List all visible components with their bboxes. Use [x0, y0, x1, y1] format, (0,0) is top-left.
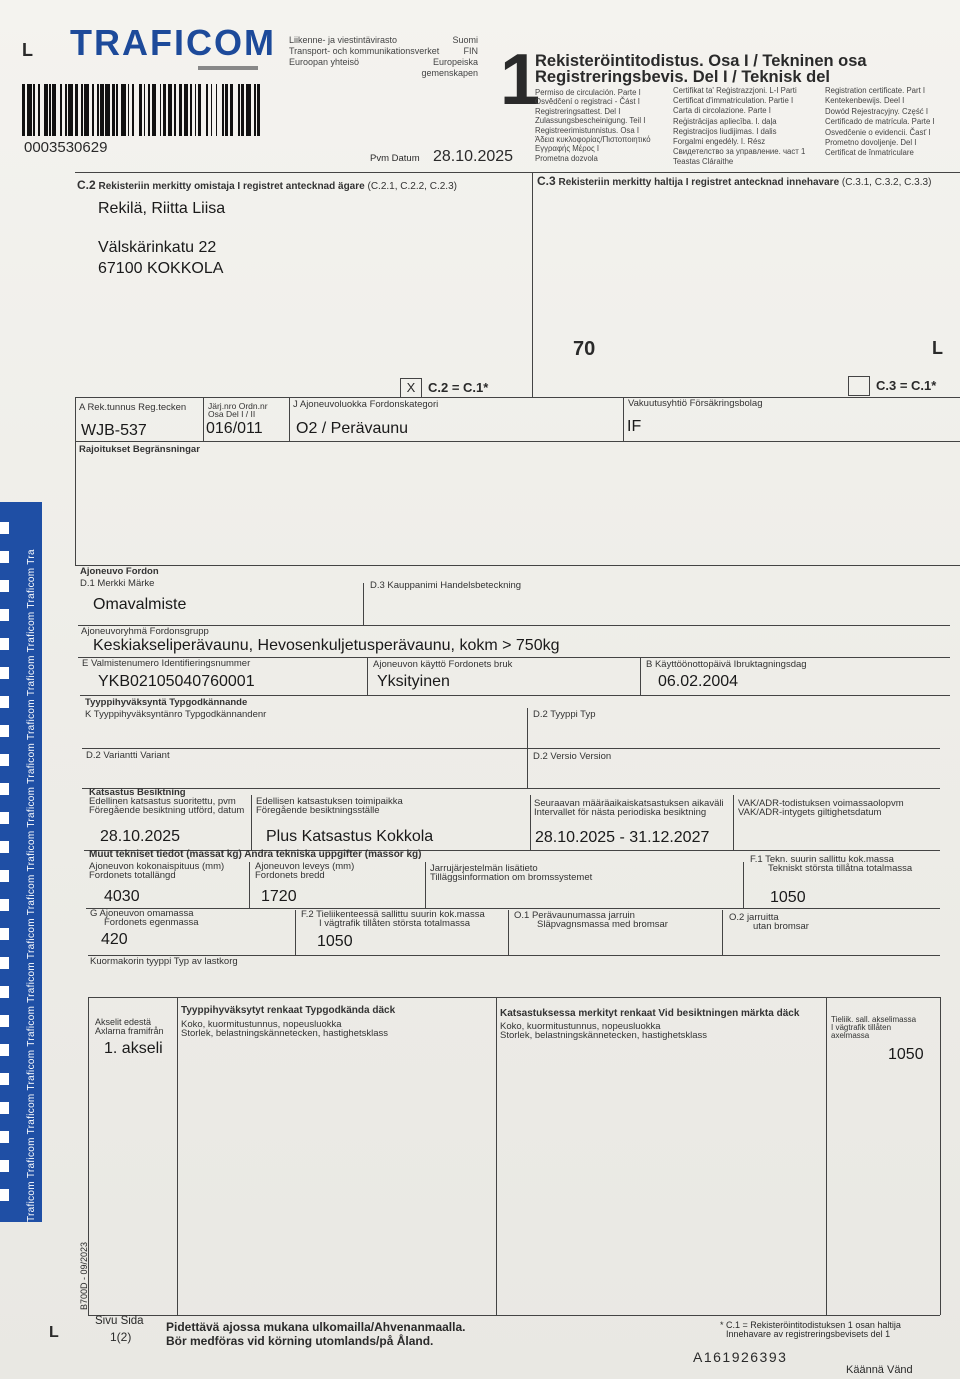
barcode-bar	[184, 84, 189, 136]
axle-mass-label: Tieliik. sall. akselimassa I vägtrafik tillåten axelmassa	[831, 1015, 917, 1040]
barcode-bar	[38, 84, 40, 136]
barcode-bar	[241, 84, 244, 136]
ordinal-label: Järj.nro Ordn.nr Osa Del I / II	[208, 401, 268, 419]
barcode-bar	[160, 84, 162, 136]
page-label: Sivu Sida	[95, 1315, 144, 1327]
tech-head: Muut tekniset tiedot (massat kg) Andra tekniska uppgifter (massor kg)	[89, 849, 422, 860]
next-inspection-value: 28.10.2025 - 31.12.2027	[535, 829, 710, 846]
owner-equals-holder-label: C.2 = C.1*	[428, 380, 489, 395]
prev-inspection-label: Edellinen katsastus suoritettu, pvm Föregående besiktning utförd, datum	[89, 796, 245, 816]
use-value: Yksityinen	[377, 673, 450, 690]
barcode-bar	[168, 84, 173, 136]
barcode-bar	[128, 84, 130, 136]
type-tyres-sub: Koko, kuormitustunnus, nopeusluokka Storlek, belastningskännetecken, hastighetsklass	[181, 1019, 389, 1039]
barcode-bar	[27, 84, 32, 136]
barcode-bar	[246, 84, 251, 136]
barcode-bar	[100, 84, 103, 136]
barcode-bar	[112, 84, 115, 136]
traficom-logo: TRAFICOM	[70, 22, 276, 63]
cargo-type-label: Kuormakorin tyyppi Typ av lastkorg	[90, 956, 238, 967]
barcode-bar	[68, 84, 73, 136]
owner-label: C.2 Rekisteriin merkitty omistaja I registret antecknad ägare (C.2.1, C.2.2, C.2.3)	[77, 178, 457, 192]
make-label: D.1 Merkki Märke	[80, 578, 155, 589]
holder-equals-holder-checkbox[interactable]	[848, 376, 870, 396]
multilang-col-3: Registration certificate. Part I Kentekenbewijs. Deel I Dowód Rejestracyjny. Część I Certificado de matrícula. Parte I Osvedčenie o evidencii. Časť I Prometno dovoljenje. Del I Certificat de înmatriculare	[825, 86, 935, 158]
barcode	[22, 84, 450, 136]
type-tyres-head: Tyyppihyväksytyt renkaat Typgodkända däck	[181, 1005, 396, 1016]
vehicle-group-label: Ajoneuvoryhmä Fordonsgrupp	[81, 626, 209, 637]
braked-trailer-label: O.1 Perävaunumassa jarruin Släpvagnsmassa med bromsar	[514, 910, 668, 930]
prev-inspection-value: 28.10.2025	[100, 828, 181, 845]
tech-max-mass-label: F.1 Tekn. suurin sallittu kok.massa Tekniskt största tillåtna totalmassa	[750, 854, 913, 874]
stripe-dash	[0, 1189, 9, 1201]
stripe-dash	[0, 841, 9, 853]
own-mass-value: 420	[101, 931, 128, 948]
barcode-bar	[81, 84, 83, 136]
barcode-bar	[116, 84, 118, 136]
version-label: D.2 Versio Version	[533, 751, 612, 762]
stripe-dash	[0, 580, 9, 592]
barcode-bar	[33, 84, 35, 136]
barcode-bar	[44, 84, 47, 136]
vehicle-group-value: Keskiakseliperävaunu, Hevosenkuljetusperävaunu, kokm > 750kg	[93, 637, 560, 654]
stripe-dash	[0, 928, 9, 940]
vin-label: E Valmistenumero Identifieringsnummer	[82, 658, 251, 669]
stripe-dash	[0, 1131, 9, 1143]
road-max-mass-value: 1050	[317, 933, 353, 950]
own-mass-label: G Ajoneuvon omamassa Fordonets egenmassa	[90, 908, 199, 928]
width-label: Ajoneuvon leveys (mm) Fordonets bredd	[255, 861, 355, 881]
stripe-dash	[0, 551, 9, 563]
barcode-bar	[97, 84, 99, 136]
owner-street: Välskärinkatu 22	[98, 239, 217, 256]
insurer-value: IF	[627, 418, 642, 435]
notice-sv: Bör medföras vid körning utomlands/på Åland.	[166, 1334, 434, 1348]
barcode-bar	[163, 84, 166, 136]
axle-mass-value: 1050	[888, 1046, 924, 1063]
agency-name: Liikenne- ja viestintävirasto Transport- och kommunikationsverket Euroopan yhteisö	[289, 35, 440, 67]
unbraked-trailer-label: O.2 jarruitta utan bromsar	[729, 912, 809, 932]
width-value: 1720	[261, 888, 297, 905]
title-fi: Rekisteröintitodistus. Osa I / Tekninen osa	[535, 52, 867, 70]
barcode-bar	[49, 84, 51, 136]
stripe-dash	[0, 870, 9, 882]
length-value: 4030	[104, 888, 140, 905]
inspection-place-value: Plus Katsastus Kokkola	[266, 828, 434, 845]
barcode-bar	[152, 84, 157, 136]
stripe-dash	[0, 638, 9, 650]
security-stripe-text: Traficom Traficom Traficom Traficom Traficom Traficom Traficom Traficom Traficom Traficom Traficom Traficom Traficom Traficom Traficom Tra	[26, 549, 37, 1222]
barcode-bar	[148, 84, 150, 136]
multilang-col-1: Permiso de circulación. Parte I Osvědčení o registraci - Část I Registreringsattest. Del I Zulassungsbescheinigung. Teil I Registreerimistunnistus. Osa I Άδεια κυκλοφορίας/Πιστοποιητικό Εγγραφής Μέρος I Prometna dozvola	[535, 88, 651, 163]
barcode-bar	[105, 84, 110, 136]
barcode-bar	[206, 84, 208, 136]
barcode-bar	[179, 84, 182, 136]
corner-letter-bottom: L	[49, 1324, 59, 1341]
stripe-dash	[0, 1102, 9, 1114]
first-use-value: 06.02.2004	[658, 673, 739, 690]
barcode-bar	[257, 84, 260, 136]
part-number: 1	[500, 40, 541, 120]
barcode-bar	[92, 84, 94, 136]
category-label: J Ajoneuvoluokka Fordonskategori	[293, 399, 439, 410]
date-value: 28.10.2025	[433, 148, 514, 165]
inspected-tyres-head: Katsastuksessa merkityt renkaat Vid besiktningen märkta däck	[500, 1008, 800, 1019]
barcode-bar	[222, 84, 224, 136]
barcode-bar	[230, 84, 233, 136]
barcode-bar	[121, 84, 126, 136]
notice-fi: Pidettävä ajossa mukana ulkomailla/Ahvenanmaalla.	[166, 1320, 466, 1334]
barcode-bar	[132, 84, 134, 136]
use-label: Ajoneuvon käyttö Fordonets bruk	[373, 659, 513, 670]
stripe-dash	[0, 1015, 9, 1027]
inspected-tyres-sub: Koko, kuormitustunnus, nopeusluokka Storlek, belastningskännetecken, hastighetsklass	[500, 1021, 708, 1041]
barcode-bar	[52, 84, 55, 136]
axle-value: 1. akseli	[104, 1040, 163, 1057]
stripe-dash	[0, 899, 9, 911]
owner-equals-holder-checkbox[interactable]: X	[400, 378, 422, 398]
barcode-number: 0003530629	[24, 139, 108, 156]
title-sv: Registreringsbevis. Del I / Teknisk del	[535, 68, 830, 86]
barcode-bar	[84, 84, 89, 136]
stripe-dash	[0, 754, 9, 766]
axles-label: Akselit edestä Axlarna framifrån	[95, 1017, 164, 1036]
owner-city: 67100 KOKKOLA	[98, 260, 224, 277]
stripe-dash	[0, 783, 9, 795]
barcode-bar	[216, 84, 218, 136]
security-stripe	[0, 502, 42, 1222]
logo-underline	[198, 66, 258, 70]
reg-label: A Rek.tunnus Reg.tecken	[79, 402, 187, 413]
footnote: * C.1 = Rekisteröintitodistuksen 1 osan haltija Innehavare av registreringsbevisets del 1	[720, 1320, 901, 1339]
inspection-place-label: Edellisen katsastuksen toimipaikka Föregående besiktningsställe	[256, 796, 403, 816]
barcode-bar	[195, 84, 197, 136]
barcode-bar	[174, 84, 176, 136]
form-code: B700D - 09/2023	[79, 1241, 89, 1310]
vehicle-head: Ajoneuvo Fordon	[80, 566, 159, 577]
serial-number: A161926393	[693, 1349, 788, 1365]
barcode-bar	[225, 84, 228, 136]
stripe-dash	[0, 725, 9, 737]
vak-adr-label: VAK/ADR-todistuksen voimassaolopvm VAK/ADR-intygets giltighetsdatum	[738, 798, 904, 818]
trade-name-label: D.3 Kauppanimi Handelsbeteckning	[370, 580, 522, 591]
type-approval-head: Tyyppihyväksyntä Typgodkännande	[85, 697, 248, 708]
type-label: D.2 Tyyppi Typ	[533, 709, 596, 720]
length-label: Ajoneuvon kokonaispituus (mm) Fordonets totallängd	[89, 861, 225, 881]
barcode-bar	[190, 84, 192, 136]
stripe-dash	[0, 696, 9, 708]
stripe-dash	[0, 1160, 9, 1172]
make-value: Omavalmiste	[93, 596, 187, 613]
barcode-bar	[144, 84, 146, 136]
owner-name: Rekilä, Riitta Liisa	[98, 200, 226, 217]
multilang-col-2: Certifikat ta' Reġistrazzjoni. L-I Parti Certificat d'immatriculation. Partie I Carta di circolazione. Parte I Reģistrācijas apliecība. I. daļa Registracijos liudijimas. I dalis Forgalmi engedély. I. Rész Свидетелство за управление. част 1 Teastas Cláraithe	[673, 86, 806, 167]
variant-label: D.2 Variantti Variant	[86, 750, 170, 761]
barcode-bar	[254, 84, 256, 136]
corner-letter-top: L	[22, 40, 33, 60]
holder-number: 70	[573, 338, 596, 360]
stripe-dash	[0, 1044, 9, 1056]
inspection-head: Katsastus Besiktning	[89, 787, 186, 798]
brake-info-label: Jarrujärjestelmän lisätieto Tilläggsinformation om bromssystemet	[430, 863, 593, 883]
turn-over-label: Käännä Vänd	[846, 1364, 913, 1376]
holder-label: C.3 Rekisteriin merkitty haltija I registret antecknad innehavare (C.3.1, C.3.2, C.3.3)	[537, 174, 932, 188]
barcode-bar	[211, 84, 213, 136]
stripe-dash	[0, 609, 9, 621]
barcode-bar	[22, 84, 25, 136]
stripe-dash	[0, 1073, 9, 1085]
category-value: O2 / Perävaunu	[296, 420, 409, 437]
reg-value: WJB-537	[81, 422, 147, 439]
barcode-bar	[139, 84, 142, 136]
vin-value: YKB02105040760001	[98, 673, 255, 690]
holder-letter: L	[932, 338, 943, 358]
next-inspection-label: Seuraavan määräaikaiskatsastuksen aikaväli Intervallet för nästa periodiska besiktning	[534, 798, 724, 818]
page-value: 1(2)	[110, 1330, 132, 1344]
stripe-dash	[0, 957, 9, 969]
road-max-mass-label: F.2 Tieliikenteessä sallittu suurin kok.massa I vägtrafik tillåten största totalmassa	[301, 909, 485, 929]
barcode-bar	[65, 84, 67, 136]
type-approval-number-label: K Tyyppihyväksyntänro Typgodkännandenr	[85, 709, 267, 720]
ordinal-value: 016/011	[206, 420, 263, 437]
insurer-label: Vakuutusyhtiö Försäkringsbolag	[628, 398, 763, 409]
holder-equals-holder-label: C.3 = C.1*	[876, 378, 937, 393]
barcode-bar	[60, 84, 62, 136]
barcode-bar	[75, 84, 78, 136]
date-label: Pvm Datum	[370, 153, 420, 164]
stripe-dash	[0, 667, 9, 679]
first-use-label: B Käyttöönottopäivä Ibruktagningsdag	[646, 659, 807, 670]
restrictions-label: Rajoitukset Begränsningar	[79, 444, 200, 455]
stripe-dash	[0, 986, 9, 998]
stripe-dash	[0, 522, 9, 534]
barcode-bar	[198, 84, 201, 136]
barcode-bar	[238, 84, 240, 136]
stripe-dash	[0, 812, 9, 824]
country-name: Suomi FIN Europeiska gemenskapen	[421, 35, 478, 78]
tech-max-mass-value: 1050	[770, 889, 806, 906]
